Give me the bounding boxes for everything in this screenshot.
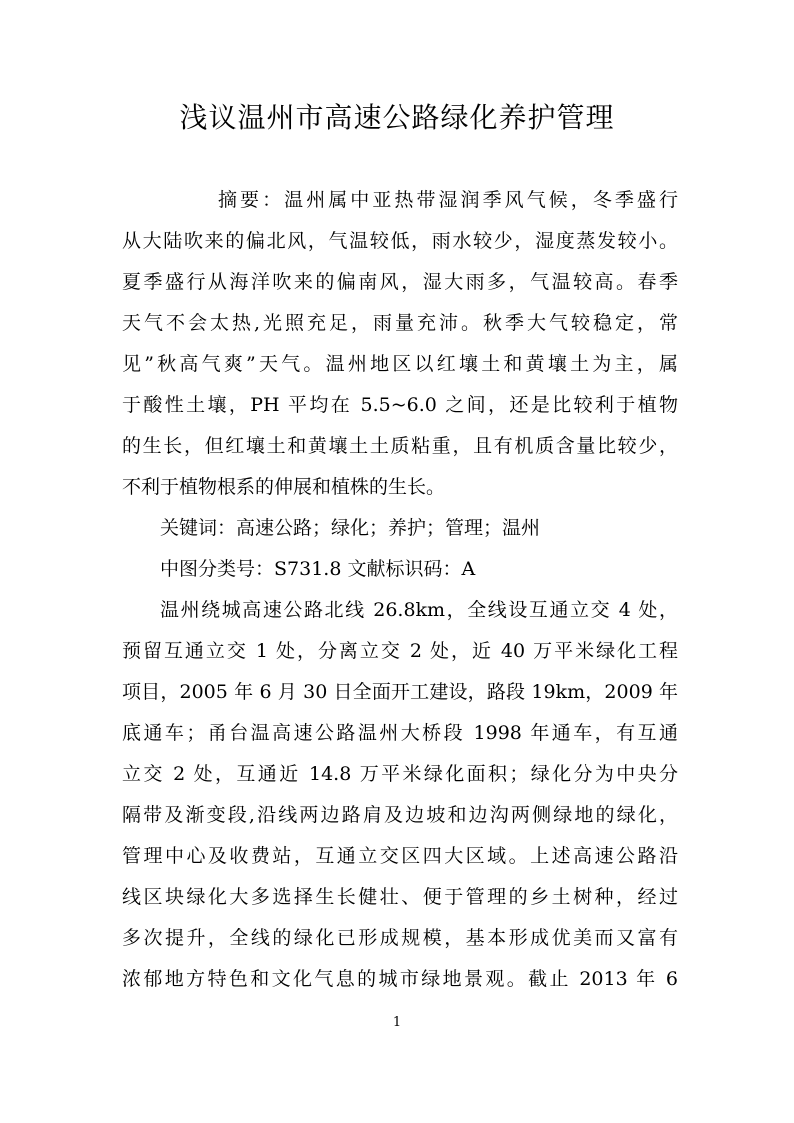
- paragraph-line: 浓郁地方特色和文化气息的城市绿地景观。截止 2013 年 6: [122, 968, 678, 990]
- paragraph-line: 项目，2005 年 6 月 30 日全面开工建设，路段 19km，2009 年: [122, 681, 678, 703]
- abstract-line: 于酸性土壤，PH 平均在 5.5~6.0 之间，还是比较利于植物: [122, 394, 678, 416]
- abstract-line: 从大陆吹来的偏北风，气温较低，雨水较少，湿度蒸发较小。: [122, 230, 678, 252]
- paragraph-line: 底通车；甬台温高速公路温州大桥段 1998 年通车，有互通: [122, 722, 678, 744]
- abstract-line: 摘要：温州属中亚热带湿润季风气候，冬季盛行: [218, 189, 678, 211]
- abstract-line: 夏季盛行从海洋吹来的偏南风，湿大雨多，气温较高。春季: [122, 271, 678, 293]
- classification-line: 中图分类号：S731.8 文献标识码：A: [160, 558, 476, 580]
- paragraph-line: 预留互通立交 1 处，分离立交 2 处，近 40 万平米绿化工程: [122, 640, 678, 662]
- keywords-line: 关键词：高速公路；绿化；养护；管理；温州: [160, 517, 541, 539]
- abstract-line: 天气不会太热,光照充足，雨量充沛。秋季大气较稳定，常: [122, 312, 678, 334]
- paragraph-line: 多次提升，全线的绿化已形成规模，基本形成优美而又富有: [122, 927, 678, 949]
- body-text: [122, 180, 678, 1000]
- paragraph-line: 线区块绿化大多选择生长健壮、便于管理的乡土树种，经过: [122, 886, 678, 908]
- abstract-line: 不利于植物根系的伸展和植株的生长。: [122, 476, 446, 498]
- paragraph-line: 立交 2 处，互通近 14.8 万平米绿化面积；绿化分为中央分: [122, 763, 678, 785]
- paragraph-line: 温州绕城高速公路北线 26.8km，全线设互通立交 4 处，: [160, 599, 678, 621]
- paragraph-line: 管理中心及收费站，互通立交区四大区域。上述高速公路沿: [122, 845, 678, 867]
- page-number: 1: [392, 1015, 402, 1030]
- abstract-line: 的生长，但红壤土和黄壤土土质粘重，且有机质含量比较少，: [122, 435, 678, 457]
- document-title: 浅议温州市高速公路绿化养护管理: [179, 101, 615, 134]
- paragraph-line: 隔带及渐变段,沿线两边路肩及边坡和边沟两侧绿地的绿化，: [122, 804, 678, 826]
- abstract-line: 见”秋高气爽”天气。温州地区以红壤土和黄壤土为主，属: [122, 353, 678, 375]
